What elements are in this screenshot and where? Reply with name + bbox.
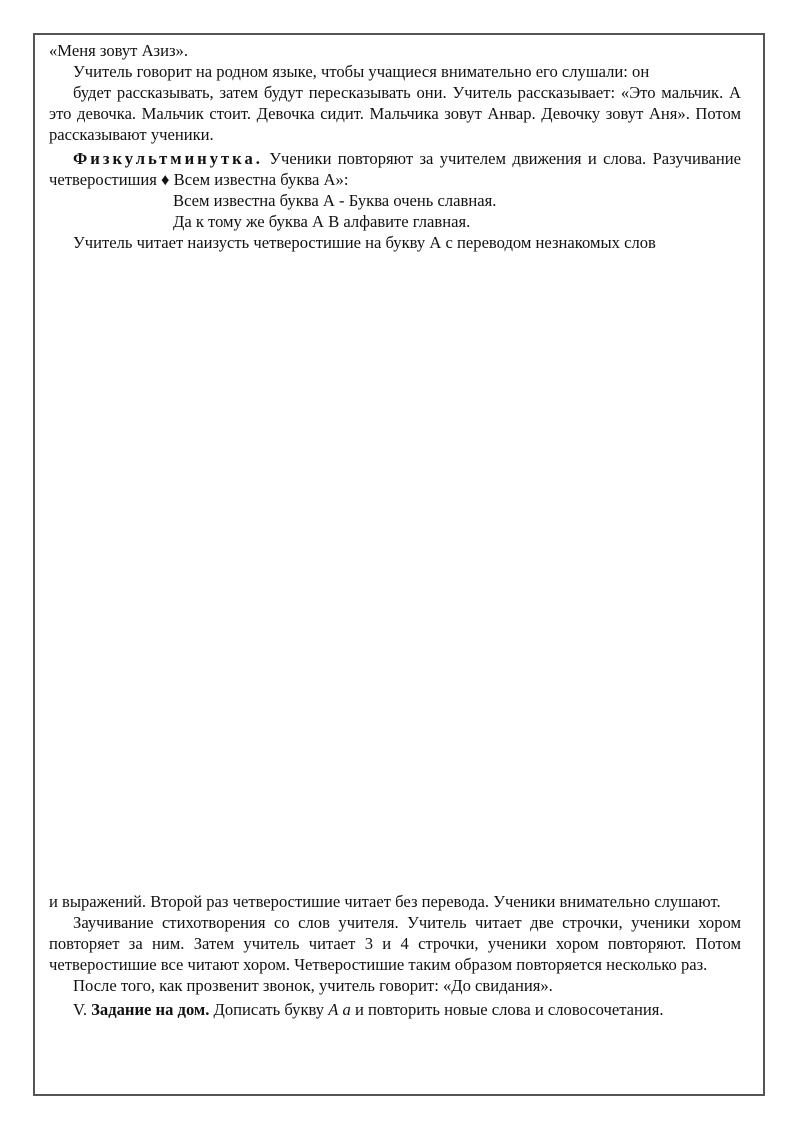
bottom-text-block xyxy=(49,891,741,1020)
top-text-block xyxy=(49,40,741,253)
homework-letters: А а xyxy=(328,1000,351,1019)
phys-minute-text: Ученики повторяют за учителем движения и слова. Разучивание четверостишия ♦ Всем известна буква А»: xyxy=(49,149,741,189)
poem-line-1: Всем известна буква А - Буква очень славная. xyxy=(173,191,497,210)
poem-line-2: Да к тому же буква А В алфавите главная. xyxy=(173,212,471,231)
homework-text-before: Дописать букву xyxy=(209,1000,329,1019)
paragraph-teacher-reads: Учитель читает наизусть четверостишие на букву А с переводом незнакомых слов xyxy=(73,233,656,252)
paragraph-memorization: Заучивание стихотворения со слов учителя. Учитель читает две строчки, ученики хором повторяет за ним. Затем учитель читает 3 и 4 строчки, ученики хором повторяют. Потом четверостишие все читают хором. Четверостишие таким образом повторяется несколько раз. xyxy=(49,913,741,974)
paragraph-teacher-speaks-first-line: Учитель говорит на родном языке, чтобы учащиеся внимательно его слушали: он xyxy=(73,62,650,81)
homework-heading: Задание на дом. xyxy=(91,1000,210,1019)
paragraph-bell: После того, как прозвенит звонок, учитель говорит: «До свидания». xyxy=(73,976,553,995)
paragraph-phys-minute xyxy=(49,148,741,190)
paragraph-homework xyxy=(49,999,741,1020)
phys-minute-heading: Физкультминутка. xyxy=(73,149,263,168)
homework-section-number: V. xyxy=(73,1000,87,1019)
homework-text-after: и повторить новые слова и словосочетания. xyxy=(350,1000,664,1019)
paragraph-teacher-speaks-rest: будет рассказывать, затем будут пересказывать они. Учитель рассказывает: «Это мальчик. А это девочка. Мальчик стоит. Девочка сидит. Мальчика зовут Анвар. Девочку зовут Аня». Потом рассказывают ученики. xyxy=(49,83,741,144)
quote-line: «Меня зовут Азиз». xyxy=(49,41,188,60)
paragraph-continuation: и выражений. Второй раз четверостишие читает без перевода. Ученики внимательно слушают. xyxy=(49,892,721,911)
